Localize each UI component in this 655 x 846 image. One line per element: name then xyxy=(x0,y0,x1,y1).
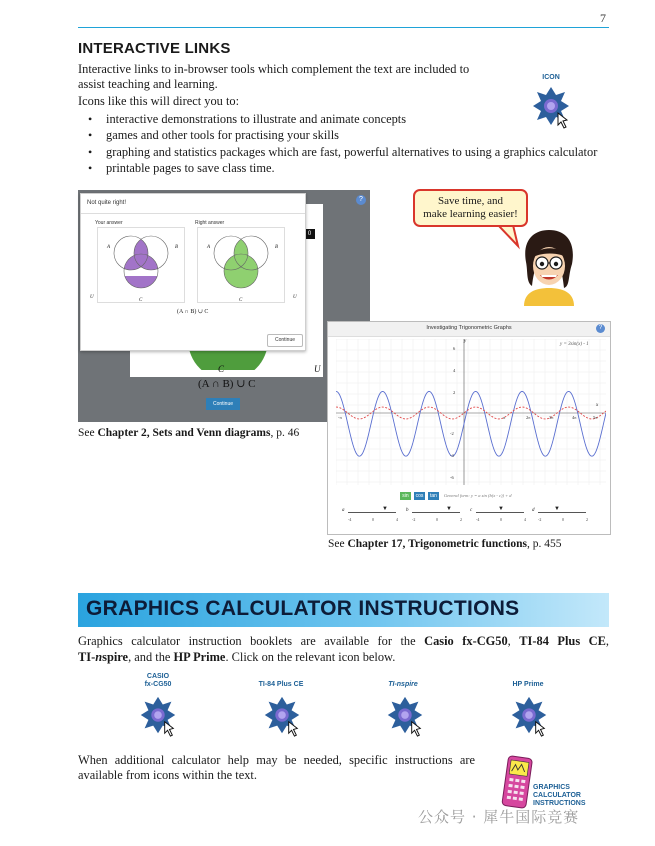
your-set-c: C xyxy=(139,298,143,303)
trig-help-icon[interactable]: ? xyxy=(596,324,605,333)
casio-calculator-icon[interactable] xyxy=(137,694,179,743)
header-rule xyxy=(78,27,609,28)
venn-bg-universal: U xyxy=(314,364,321,374)
venn-bg-expression: (A ∩ B) ∪ C xyxy=(198,378,256,390)
x-tick: -π xyxy=(338,415,342,420)
slider-label: b xyxy=(406,508,409,513)
slider-a-handle[interactable]: ▼ xyxy=(382,506,388,512)
sine-curve xyxy=(336,391,606,456)
slider-c-track[interactable] xyxy=(476,512,524,513)
additional-help-line-2: available from icons within the text. xyxy=(78,768,257,782)
venn-bg-continue-button[interactable]: Continue xyxy=(206,398,240,410)
slider-b-handle[interactable]: ▼ xyxy=(446,506,452,512)
page-number: 7 xyxy=(600,11,606,25)
intro-line-2: assist teaching and learning. xyxy=(78,77,218,91)
interactive-links-heading: INTERACTIVE LINKS xyxy=(78,40,231,57)
ti84-icon-label: TI-84 Plus CE xyxy=(258,681,304,688)
graphics-intro-line-1: Graphics calculator instruction booklets are available for the Casio fx-CG50, TI-84 Plus CE, xyxy=(78,634,609,648)
snowflake-icon[interactable] xyxy=(531,84,571,135)
y-tick: 2 xyxy=(453,390,456,395)
general-form: General form: y = a sin (b(x - c)) + d xyxy=(444,493,512,498)
trig-caption: See Chapter 17, Trigonometric functions, p. 455 xyxy=(328,538,562,550)
venn-tag: 0 xyxy=(304,229,315,239)
icons-line: Icons like this will direct you to: xyxy=(78,94,240,108)
right-set-a: A xyxy=(207,245,211,250)
tinspire-icon-label: TI-nspire xyxy=(388,681,418,688)
ti84-calculator-icon[interactable] xyxy=(261,694,303,743)
y-tick: 4 xyxy=(453,368,456,373)
trig-demo-screenshot[interactable] xyxy=(327,321,611,535)
right-answer-label: Right answer xyxy=(195,220,225,226)
x-tick: 2π xyxy=(526,415,531,420)
y-tick: 6 xyxy=(453,346,456,351)
slider-b-track[interactable] xyxy=(412,512,460,513)
feature-item: • interactive demonstrations to illustrate and animate concepts xyxy=(88,111,597,127)
bubble-line-2: make learning easier! xyxy=(423,208,518,220)
trig-chapter-link[interactable]: Chapter 17, Trigonometric functions xyxy=(347,538,528,550)
popup-divider xyxy=(81,213,305,214)
feature-list xyxy=(88,111,597,176)
venn-bg-set-c: C xyxy=(218,364,225,374)
venn-caption: See Chapter 2, Sets and Venn diagrams, p. 46 xyxy=(78,427,300,439)
your-set-a: A xyxy=(107,245,111,250)
intro-line-1: Interactive links to in-browser tools which complement the text are included to xyxy=(78,62,470,76)
x-tick: π xyxy=(503,415,506,420)
tinspire-calculator-icon[interactable] xyxy=(384,694,426,743)
casio-icon-label: CASIO fx-CG50 xyxy=(144,673,172,688)
icon-label: ICON xyxy=(542,74,560,81)
slider-label: c xyxy=(470,508,473,513)
cartoon-teacher-illustration xyxy=(518,228,580,306)
y-tick: -6 xyxy=(450,475,454,480)
sin-button[interactable]: sin xyxy=(400,492,411,500)
slider-a-track[interactable] xyxy=(348,512,396,513)
watermark: 公众号 · 犀牛国际竞赛 xyxy=(418,808,580,826)
popup-continue-button[interactable]: Continue xyxy=(267,334,303,347)
calculator-instructions-icon[interactable] xyxy=(500,755,534,811)
your-answer-label: Your answer xyxy=(95,220,123,226)
your-universal: U xyxy=(90,295,94,300)
graphics-intro-line-2: TI-nspire, and the HP Prime. Click on the relevant icon below. xyxy=(78,650,396,664)
calculator-instructions-label: GRAPHICS CALCULATOR INSTRUCTIONS xyxy=(533,784,586,807)
y-tick: -2 xyxy=(450,431,454,436)
right-set-b: B xyxy=(275,245,279,250)
speech-bubble xyxy=(413,189,528,227)
graphics-heading: GRAPHICS CALCULATOR INSTRUCTIONS xyxy=(86,597,520,620)
additional-help-line-1: When additional calculator help may be needed, specific instructions are xyxy=(78,753,475,767)
slider-label: d xyxy=(532,508,535,513)
feedback-popup xyxy=(80,193,306,351)
venn-chapter-link[interactable]: Chapter 2, Sets and Venn diagrams xyxy=(97,427,271,439)
right-answer-venn xyxy=(197,227,285,303)
slider-c-handle[interactable]: ▼ xyxy=(498,506,504,512)
your-answer-venn xyxy=(97,227,185,303)
right-universal: U xyxy=(293,295,297,300)
x-tick: 3π xyxy=(549,415,554,420)
trig-title: Investigating Trigonometric Graphs xyxy=(426,325,512,331)
x-tick: 4π xyxy=(572,415,577,420)
y-tick: -4 xyxy=(450,453,454,458)
slider-ticks: -4 0 4 -2 0 2 -4 0 4 -2 0 2 xyxy=(348,517,588,522)
popup-expression: (A ∩ B) ∪ C xyxy=(177,309,209,315)
slider-label: a xyxy=(342,508,345,513)
bubble-line-1: Save time, and xyxy=(437,195,504,207)
help-icon[interactable]: ? xyxy=(356,195,366,205)
x-tick: 5π xyxy=(593,415,598,420)
feature-item: • printable pages to save class time. xyxy=(88,160,597,176)
hpprime-calculator-icon[interactable] xyxy=(508,694,550,743)
your-set-b: B xyxy=(175,245,179,250)
cos-button[interactable]: cos xyxy=(415,493,424,499)
slider-d-track[interactable] xyxy=(538,512,586,513)
slider-d-handle[interactable]: ▼ xyxy=(554,506,560,512)
trig-y-label: y xyxy=(464,339,467,344)
hpprime-icon-label: HP Prime xyxy=(512,681,544,688)
feature-item: • graphing and statistics packages which are fast, powerful alternatives to using a graphics calculator xyxy=(88,144,597,160)
trig-x-label: x xyxy=(596,403,599,408)
trig-equation: y = 3sin(x) - 1 xyxy=(560,342,589,347)
popup-title: Not quite right! xyxy=(87,200,127,206)
feature-item: • games and other tools for practising your skills xyxy=(88,127,597,143)
right-set-c: C xyxy=(239,298,243,303)
trig-graph[interactable] xyxy=(336,339,606,485)
tan-button[interactable]: tan xyxy=(428,492,439,500)
